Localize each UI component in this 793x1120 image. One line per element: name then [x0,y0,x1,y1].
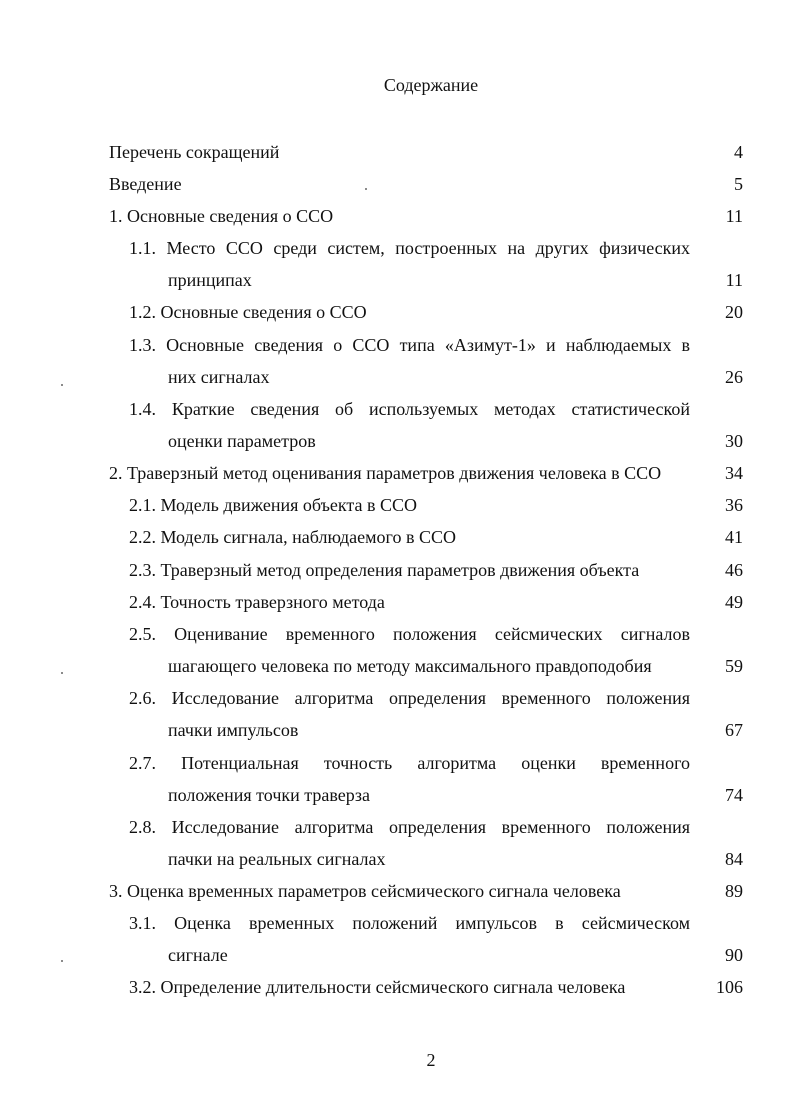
toc-entry-2-6-line2: пачки импульсов [168,720,299,740]
toc-entry-chapter-3: 3. Оценка временных параметров сейсмического сигнала человека [109,881,621,901]
toc-page-number: 46 [725,560,743,580]
scan-speck [61,960,63,962]
toc-entry-2-6-line1: 2.6. Исследование алгоритма определения временного положения [129,688,690,708]
toc-entry-chapter-2: 2. Траверзный метод оценивания параметров движения человека в ССО [109,463,662,483]
toc-entry-1-3-line1: 1.3. Основные сведения о ССО типа «Азимут-1» и наблюдаемых в [129,335,690,355]
toc-entry-2-7-line1: 2.7. Потенциальная точность алгоритма оценки временного [129,753,690,773]
toc-entry-2-5-line2: шагающего человека по методу максимального правдоподобия [168,656,652,676]
scan-speck [61,384,63,386]
toc-page-number: 20 [725,302,743,322]
toc-entry-2-2: 2.2. Модель сигнала, наблюдаемого в ССО [129,527,456,547]
toc-page-number: 59 [725,656,743,676]
page-number-footer: 2 [426,1050,436,1070]
toc-entry-1-1-line2: принципах [168,270,252,290]
toc-page-number: 11 [725,206,743,226]
toc-entry-abbreviations: Перечень сокращений [109,142,280,162]
toc-entry-1-1-line1: 1.1. Место ССО среди систем, построенных на других физических [129,238,690,258]
toc-page-number: 89 [725,881,743,901]
toc-entry-2-8-line1: 2.8. Исследование алгоритма определения временного положения [129,817,690,837]
toc-page-number: 4 [734,142,743,162]
toc-page-number: 5 [734,174,743,194]
toc-page-number: 74 [725,785,743,805]
toc-entry-chapter-1: 1. Основные сведения о ССО [109,206,334,226]
toc-page-number: 26 [725,367,743,387]
toc-entry-1-4-line1: 1.4. Краткие сведения об используемых методах статистической [129,399,690,419]
toc-page-number: 90 [725,945,743,965]
toc-entry-1-2: 1.2. Основные сведения о ССО [129,302,367,322]
toc-entry-2-5-line1: 2.5. Оценивание временного положения сейсмических сигналов [129,624,690,644]
toc-entry-1-4-line2: оценки параметров [168,431,316,451]
toc-page-number: 36 [725,495,743,515]
toc-entry-2-1: 2.1. Модель движения объекта в ССО [129,495,417,515]
toc-page-number: 34 [725,463,743,483]
scan-speck [61,672,63,674]
toc-entry-3-1-line2: сигнале [168,945,228,965]
toc-entry-3-1-line1: 3.1. Оценка временных положений импульсов в сейсмическом [129,913,690,933]
toc-page-number: 67 [725,720,743,740]
page-title: Содержание [383,75,479,95]
toc-page-number: 30 [725,431,743,451]
toc-page-number: 84 [725,849,743,869]
toc-entry-2-3: 2.3. Траверзный метод определения параметров движения объекта [129,560,640,580]
toc-entry-introduction: Введение [109,174,182,194]
toc-page-number: 106 [716,977,743,997]
toc-entry-1-3-line2: них сигналах [168,367,270,387]
toc-entry-2-7-line2: положения точки траверза [168,785,371,805]
toc-page-number: 11 [725,270,743,290]
toc-page-number: 49 [725,592,743,612]
scan-speck [365,188,367,190]
toc-entry-2-8-line2: пачки на реальных сигналах [168,849,386,869]
toc-page-number: 41 [725,527,743,547]
toc-entry-2-4: 2.4. Точность траверзного метода [129,592,385,612]
toc-entry-3-2: 3.2. Определение длительности сейсмического сигнала человека [129,977,626,997]
